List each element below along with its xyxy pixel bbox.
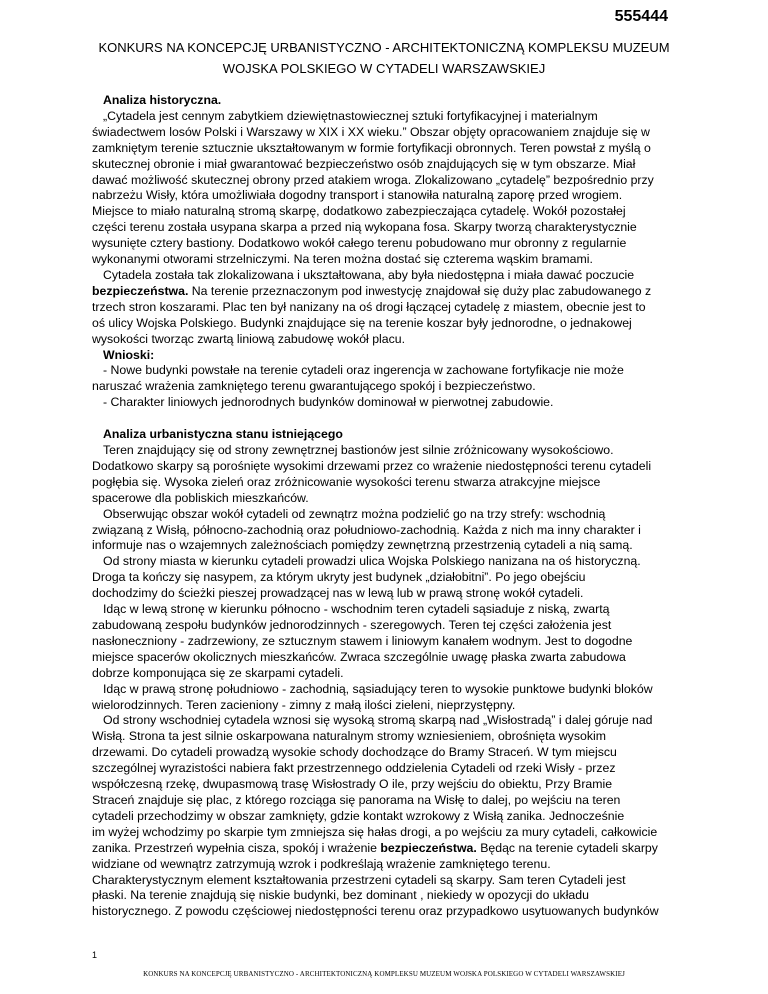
text-line: Idąc w lewą stronę w kierunku północno - wschodnim teren cytadeli sąsiaduje z niską, zwartą	[103, 602, 610, 617]
conclusion-item: - Nowe budynki powstałe na terenie cytadeli oraz ingerencja w zachowane fortyfikacje nie może	[103, 363, 624, 378]
page-footer: KONKURS NA KONCEPCJĘ URBANISTYCZNO - ARCHITEKTONICZNĄ KOMPLEKSU MUZEUM WOJSKA POLSKIEGO W CYTADELI WARSZAWSKIEJ	[143, 970, 625, 978]
text-line: drzewami. Do cytadeli prowadzą wysokie schody dochodzące do Bramy Straceń. W tym miejscu	[92, 745, 617, 760]
text-line: Od strony miasta w kierunku cytadeli prowadzi ulica Wojska Polskiego nanizana na oś historyczną.	[103, 554, 641, 569]
text-line: wielorodzinnych. Teren zacieniony - zimny z małą ilości zieleni, nieprzystępny.	[92, 697, 516, 712]
text-line: cytadeli przechodzimy w obszar zamknięty, gdzie kontakt wzrokowy z Wisłą zanika. Jednocześnie	[92, 808, 625, 823]
urban-paragraph-1	[92, 443, 680, 507]
text-line: związaną z Wisłą, północno-zachodnią oraz południowo-zachodnią. Każda z nich ma inny charakter i	[92, 522, 641, 537]
text-line: nasłoneczniony - zadrzewiony, ze sztucznym stawem i liniowym kanałem wodnym. Jest to dogodne	[92, 633, 633, 648]
urban-paragraph-5	[92, 682, 680, 714]
text-line: Miejsce to miało naturalną stromą skarpę, dodatkowo zabezpieczająca cytadelę. Wokół pozostałej	[92, 204, 626, 219]
text-line: historycznego. Z powodu częściowej niedostępności terenu oraz przypadkowo usytuowanych budynków	[92, 904, 659, 919]
text-span: Na terenie przeznaczonym pod inwestycję znajdował się duży plac zabudowanego z	[188, 283, 652, 298]
text-line: Obserwując obszar wokół cytadeli od zewnątrz można podzielić go na trzy strefy: wschodnią	[103, 506, 606, 521]
urban-paragraph-3	[92, 554, 680, 602]
text-line: pogłębia się. Wysoka zieleń oraz zróżnicowanie wysokości terenu stwarza atrakcyjne miejsce	[92, 474, 601, 489]
page-number: 1	[92, 950, 98, 960]
text-line: spacerowe dla pobliskich mieszkańców.	[92, 490, 309, 505]
conclusions-heading: Wnioski:	[103, 347, 155, 362]
section-heading-urban: Analiza urbanistyczna stanu istniejącego	[103, 427, 343, 442]
text-line: Droga ta kończy się nasypem, za którym ukryty jest budynek „działobitni”. Po jego obejściu	[92, 570, 586, 585]
text-line: zamkniętym terenie sztucznie ukształtowanym w formie fortyfikacji obronnych. Teren powstał z myślą o	[92, 140, 651, 155]
text-line: świadectwem losów Polski i Warszawy w XIX i XX wieku.” Obszar objęty opracowaniem znajduje się w	[92, 124, 650, 139]
text-line: Idąc w prawą stronę południowo - zachodnią, sąsiadujący teren to wysokie punktowe budynki bloków	[103, 681, 653, 696]
text-line: wysunięte cztery bastiony. Dodatkowo wokół całego terenu pobudowano mur obronny z regularnie	[92, 236, 627, 251]
text-line: miejsce spacerów okolicznych mieszkańców. Zwraca szczególnie uwagę płaska zwarta zabudowa	[92, 649, 626, 664]
text-line: Straceń znajduje się plac, z którego rozciąga się panorama na Wisłę to dalej, po wejściu na teren	[92, 792, 621, 807]
text-line: trzech stron koszarami. Plac ten był nanizany na oś drogi łączącej cytadelę z miastem, obecnie jest to	[92, 299, 646, 314]
conclusion-item: - Charakter liniowych jednorodnych budynków dominował w pierwotnej zabudowie.	[103, 395, 554, 410]
text-line: płaski. Na terenie znajdują się niskie budynki, bez dominant , niekiedy w opozycji do układu	[92, 888, 589, 903]
historical-paragraph-1	[92, 109, 680, 268]
text-line: naruszać wrażenia zamkniętego terenu gwarantującego spokój i bezpieczeństwo.	[92, 379, 536, 394]
text-line: współczesną rzekę, dwupasmową trasę Wisłostrady O ile, przy wejściu do obiektu, Przy Bramie	[92, 777, 613, 792]
section-heading-historical: Analiza historyczna.	[103, 93, 222, 107]
text-line: Od strony wschodniej cytadela wznosi się wysoką stromą skarpą nad „Wisłostradą” i dalej góruje nad	[103, 713, 653, 728]
text-line	[92, 284, 680, 300]
text-line: Teren znajdujący się od strony zewnętrznej bastionów jest silnie zróżnicowany wysokościowo.	[103, 443, 614, 458]
text-line: im wyżej wchodzimy po skarpie tym zmniejsza się hałas drogi, a po wejściu za mury cytadeli, całkowicie	[92, 824, 658, 839]
text-line: wykonanymi otworami strzelniczymi. Na teren można dostać się czterema wąskim bramami.	[92, 252, 593, 267]
text-line: skutecznej obronie i miał gwarantować bezpieczeństwo osób znajdujących się w tym obszarze. Miał	[92, 156, 636, 171]
text-span: zanika. Przestrzeń wypełnia cisza, spokój i wrażenie	[92, 840, 381, 855]
text-line: zabudowaną zespołu budynków jednorodzinnych - szeregowych. Teren tej części założenia jest	[92, 618, 612, 632]
urban-paragraph-6	[92, 713, 680, 920]
text-line: „Cytadela jest cennym zabytkiem dziewiętnastowiecznej sztuki fortyfikacyjnej i materialnym	[103, 108, 598, 123]
historical-paragraph-2	[92, 268, 680, 348]
text-line: wysokości tworząc zwartą liniową zabudowę wokół placu.	[92, 331, 406, 346]
text-line: części terenu została usypana skarpa a przed nią wykopana fosa. Skarpy tworzą charakterystycznie	[92, 220, 637, 235]
text-line: szczególnej wyrazistości nabiera fakt przestrzennego oddzielenia Cytadeli od rzeki Wisły - przez	[92, 761, 616, 776]
title-line-1: KONKURS NA KONCEPCJĘ URBANISTYCZNO - ARCHITEKTONICZNĄ KOMPLEKSU MUZEUM	[98, 40, 670, 55]
urban-paragraph-2	[92, 507, 680, 555]
urban-paragraph-4	[92, 602, 680, 682]
text-line: widziane od wewnątrz zatrzymują wzrok i podkreślają wrażenie zamkniętego terenu.	[92, 856, 551, 871]
document-id: 555444	[614, 8, 668, 25]
text-line: dobrze komponująca się ze skarpami cytadeli.	[92, 665, 344, 680]
emphasis-security: bezpieczeństwa.	[92, 283, 189, 298]
text-line: Dodatkowo skarpy są porośnięte wysokimi drzewami przez co wrażenie niedostępności terenu cytadeli	[92, 458, 652, 473]
text-line: Charakterystycznym element kształtowania przestrzeni cytadeli są skarpy. Sam teren Cytadeli jest	[92, 872, 626, 887]
document-title	[0, 37, 768, 79]
text-line: Cytadela została tak zlokalizowana i ukształtowana, aby była niedostępna i miała dawać poczucie	[103, 267, 635, 282]
text-line	[92, 841, 680, 857]
emphasis-security: bezpieczeństwa.	[380, 840, 477, 855]
conclusions-list	[92, 363, 680, 411]
text-line: informuje nas o wzajemnych zależnościach pomiędzy zewnętrzną przestrzenią cytadeli a nią samą.	[92, 538, 633, 553]
text-line: Wisłą. Strona ta jest silnie oskarpowana naturalnym stromy wzniesieniem, obrośnięta wysokim	[92, 729, 606, 744]
text-line: oś ulicy Wojska Polskiego. Budynki znajdujące się na terenie koszar były jednorodne, o jednakowej	[92, 315, 632, 330]
text-line: dawać możliwość skutecznej obrony przed atakiem wroga. Zlokalizowano „cytadelę” bezpośrednio przy	[92, 172, 654, 187]
text-span: Będąc na terenie cytadeli skarpy	[476, 840, 658, 855]
text-line: dochodzimy do ścieżki pieszej prowadzącej nas w lewą lub w prawą stronę wokół cytadeli.	[92, 586, 584, 601]
document-body	[92, 93, 680, 920]
text-line: nabrzeżu Wisły, która umożliwiała dogodny transport i stanowiła naturalną zaporę przed wrogiem.	[92, 188, 623, 203]
title-line-2: WOJSKA POLSKIEGO W CYTADELI WARSZAWSKIEJ	[222, 61, 546, 76]
